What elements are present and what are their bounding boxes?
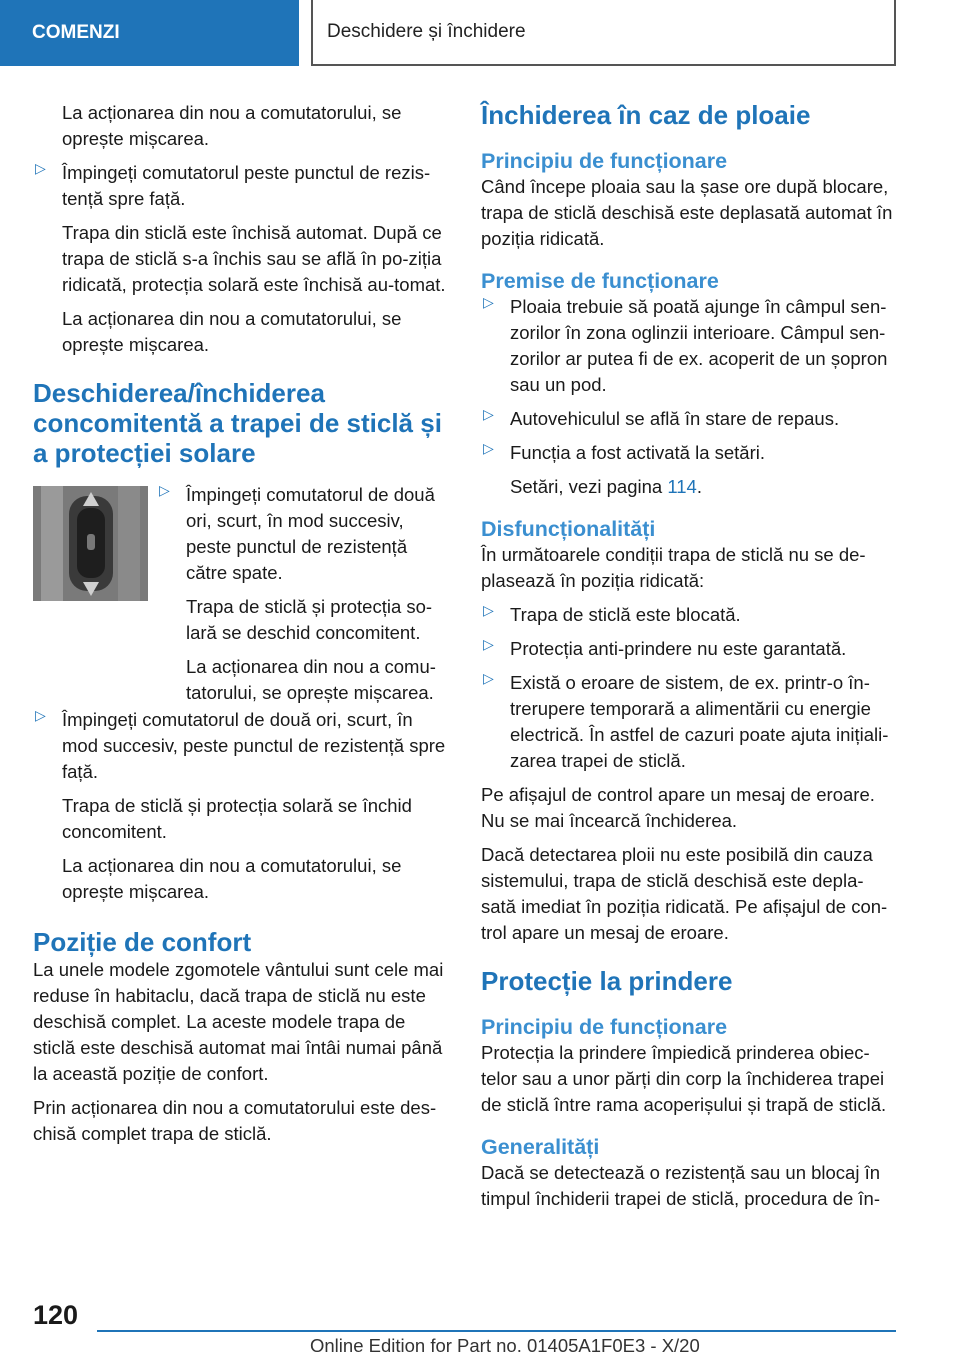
- bullet-item: [481, 406, 896, 432]
- cross-ref-dot: .: [696, 476, 702, 497]
- subheading-disfunctionalitati: Disfuncționalități: [481, 517, 656, 541]
- paragraph: Când începe ploaia sau la șase ore după blocare, trapa de sticlă deschisă este deplasată automat în poziția ridicată.: [481, 176, 893, 249]
- paragraph: La acționarea din nou a comutatorului, se oprește mișcarea.: [62, 855, 402, 902]
- subheading-premise: Premise de funcționare: [481, 269, 719, 293]
- paragraph: Prin acționarea din nou a comutatorului este des-chisă complet trapa de sticlă.: [33, 1097, 437, 1144]
- cross-ref-text: Setări, vezi pagina: [510, 476, 663, 497]
- bullet-item: [481, 602, 896, 628]
- section-title: COMENZI: [32, 22, 120, 43]
- paragraph: Protecția la prindere împiedică prinderea obiec-telor sau a unor părți din corp la închiderea trapei de sticlă între rama acoperișului și trapă de sticlă.: [481, 1042, 887, 1115]
- paragraph: Trapa de sticlă și protecția solară se închid concomitent.: [62, 795, 412, 842]
- bullet-item: [481, 294, 896, 398]
- triangle-bullet-icon: ▷: [35, 160, 46, 176]
- bullet-text: Ploaia trebuie să poată ajunge în câmpul sen-zorilor în zona oglinzii interioare. Câmpul sen-zorilor ar putea fi de ex. acoperit de un șopron sau un pod.: [510, 296, 888, 395]
- footer-divider: [97, 1330, 896, 1332]
- triangle-bullet-icon: ▷: [159, 482, 170, 498]
- bullet-text: Protecția anti-prindere nu este garantată.: [510, 638, 847, 659]
- bullet-item: [481, 670, 896, 774]
- left-column: [33, 100, 448, 1155]
- paragraph: La acționarea din nou a comutatorului, se oprește mișcarea.: [62, 308, 402, 355]
- paragraph: Dacă se detectează o rezistență sau un blocaj în timpul închiderii trapei de sticlă, procedura de în-: [481, 1162, 881, 1209]
- heading-protectie: Protecție la prindere: [481, 966, 733, 996]
- bullet-text: Împingeți comutatorul de două ori, scurt, în mod succesiv, peste punctul de rezistență spre față.: [62, 709, 446, 782]
- bullet-item: [481, 440, 896, 500]
- triangle-bullet-icon: ▷: [483, 406, 494, 422]
- right-column: [481, 100, 896, 1220]
- subheading-principiu: Principiu de funcționare: [481, 149, 728, 173]
- subheading-principiu: Principiu de funcționare: [481, 1015, 728, 1039]
- heading-confort: Poziție de confort: [33, 927, 252, 957]
- paragraph: Trapa din sticlă este închisă automat. După ce trapa de sticlă s-a închis sau se află în po-ziția ridicată, protecția solară este închisă au-tomat.: [62, 222, 446, 295]
- bullet-text: Trapa de sticlă este blocată.: [510, 604, 741, 625]
- bullet-item: [33, 160, 448, 358]
- page-link[interactable]: 114: [667, 476, 697, 497]
- triangle-bullet-icon: ▷: [483, 602, 494, 618]
- figure-block: [33, 482, 448, 707]
- header-section-tab: [0, 0, 299, 66]
- paragraph: La unele modele zgomotele vântului sunt cele mai reduse în habitaclu, dacă trapa de sticlă nu este deschisă complet. La aceste modele trapa de sticlă este deschisă automat mai întâi numai până la această poziție de confort.: [33, 959, 444, 1084]
- roof-switch-photo-icon: [33, 486, 148, 601]
- paragraph: Pe afișajul de control apare un mesaj de eroare. Nu se mai încearcă închiderea.: [481, 784, 875, 831]
- bullet-item: [481, 636, 896, 662]
- triangle-bullet-icon: ▷: [483, 670, 494, 686]
- figure-text: [157, 482, 448, 714]
- heading-concomitent: Deschiderea/închiderea concomitentă a trapei de sticlă și a protecției solare: [33, 378, 442, 468]
- heading-ploaie: Închiderea în caz de ploaie: [481, 100, 811, 130]
- bullet-text: Împingeți comutatorul de două ori, scurt, în mod succesiv, peste punctul de rezistență către spate.: [186, 484, 435, 583]
- triangle-bullet-icon: ▷: [35, 707, 46, 723]
- subheading-generalitati: Generalități: [481, 1135, 600, 1159]
- triangle-bullet-icon: ▷: [483, 294, 494, 310]
- header-chapter-tab: [311, 0, 896, 66]
- paragraph: La acționarea din nou a comutatorului, se oprește mișcarea.: [62, 102, 402, 149]
- bullet-text: Există o eroare de sistem, de ex. printr-o în-trerupere temporară a alimentării cu energie electrică. În astfel de cazuri poate ajuta inițiali-zarea trapei de sticlă.: [510, 672, 889, 771]
- bullet-item: [157, 482, 448, 706]
- paragraph: Trapa de sticlă și protecția so-lară se deschid concomitent.: [186, 596, 433, 643]
- paragraph: La acționarea din nou a comu-tatorului, se oprește mișcarea.: [186, 656, 436, 703]
- bullet-text: Împingeți comutatorul peste punctul de rezis-tență spre față.: [62, 162, 431, 209]
- paragraph: Dacă detectarea ploii nu este posibilă din cauza sistemului, trapa de sticlă deschisă este depla-sată imediat în poziția ridicată. Pe afișajul de con-trol apare un mesaj de eroare.: [481, 844, 888, 943]
- triangle-bullet-icon: ▷: [483, 636, 494, 652]
- bullet-item: [33, 707, 448, 905]
- chapter-title: Deschidere și închidere: [327, 21, 526, 42]
- triangle-bullet-icon: ▷: [483, 440, 494, 456]
- paragraph: În următoarele condiții trapa de sticlă nu se de-plasează în poziția ridicată:: [481, 544, 866, 591]
- bullet-text: Funcția a fost activată la setări.: [510, 442, 766, 463]
- bullet-text: Autovehiculul se află în stare de repaus.: [510, 408, 840, 429]
- paragraph: [510, 474, 896, 500]
- footer-edition: Online Edition for Part no. 01405A1F0E3 - X/20: [310, 1335, 700, 1356]
- page-number: 120: [33, 1300, 79, 1330]
